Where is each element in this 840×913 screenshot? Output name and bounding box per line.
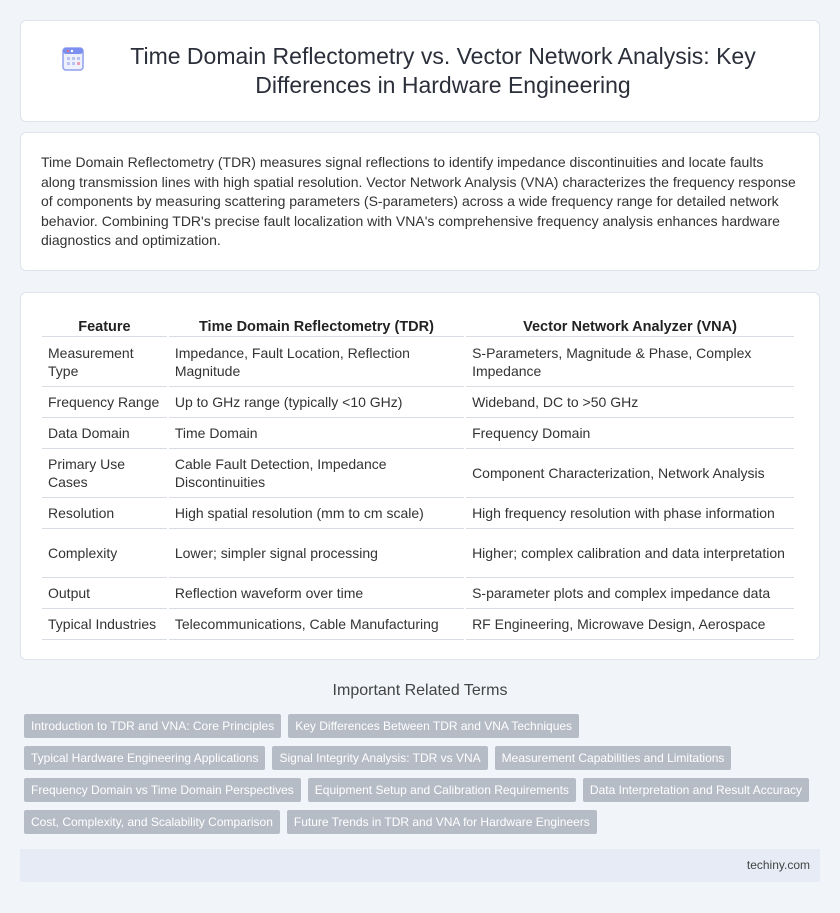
- related-term-tag[interactable]: Frequency Domain vs Time Domain Perspectives: [24, 778, 301, 802]
- table-cell: Frequency Range: [42, 387, 167, 418]
- table-cell: Complexity: [42, 529, 167, 578]
- related-terms-list: [24, 714, 824, 834]
- related-term-tag[interactable]: Measurement Capabilities and Limitations: [495, 746, 732, 770]
- table-cell: Measurement Type: [42, 337, 167, 387]
- table-cell: Typical Industries: [42, 609, 167, 640]
- related-term-tag[interactable]: Introduction to TDR and VNA: Core Principles: [24, 714, 281, 738]
- table-row: [42, 337, 794, 387]
- intro-card: [20, 132, 820, 271]
- table-cell: S-parameter plots and complex impedance data: [466, 578, 794, 609]
- table-row: [42, 449, 794, 498]
- table-cell: S-Parameters, Magnitude & Phase, Complex Impedance: [466, 337, 794, 387]
- page-title: Time Domain Reflectometry vs. Vector Network Analysis: Key Differences in Hardware Engineering: [130, 43, 756, 98]
- related-term-tag[interactable]: Data Interpretation and Result Accuracy: [583, 778, 809, 802]
- table-cell: Component Characterization, Network Analysis: [466, 449, 794, 498]
- comparison-card: [20, 292, 820, 660]
- table-row: [42, 498, 794, 529]
- table-cell: Frequency Domain: [466, 418, 794, 449]
- table-cell: Telecommunications, Cable Manufacturing: [169, 609, 464, 640]
- table-cell: Time Domain: [169, 418, 464, 449]
- footer: [20, 849, 820, 882]
- table-cell: RF Engineering, Microwave Design, Aerospace: [466, 609, 794, 640]
- table-cell: Primary Use Cases: [42, 449, 167, 498]
- table-cell: Output: [42, 578, 167, 609]
- table-cell: Up to GHz range (typically <10 GHz): [169, 387, 464, 418]
- table-row: [42, 387, 794, 418]
- table-header-row: [42, 312, 794, 337]
- header-tdr: Time Domain Reflectometry (TDR): [169, 312, 464, 337]
- table-cell: Wideband, DC to >50 GHz: [466, 387, 794, 418]
- document-icon: [60, 46, 86, 72]
- footer-brand[interactable]: techiny.com: [746, 858, 810, 872]
- table-cell: Cable Fault Detection, Impedance Discontinuities: [169, 449, 464, 498]
- table-row: [42, 529, 794, 578]
- comparison-table: [40, 312, 796, 640]
- related-term-tag[interactable]: Equipment Setup and Calibration Requirements: [308, 778, 576, 802]
- related-terms-title: Important Related Terms: [332, 682, 508, 699]
- table-cell: Reflection waveform over time: [169, 578, 464, 609]
- table-cell: Impedance, Fault Location, Reflection Magnitude: [169, 337, 464, 387]
- table-row: [42, 418, 794, 449]
- title-wrap: [60, 42, 780, 100]
- related-term-tag[interactable]: Cost, Complexity, and Scalability Comparison: [24, 810, 280, 834]
- related-term-tag[interactable]: Future Trends in TDR and VNA for Hardware Engineers: [287, 810, 597, 834]
- table-row: [42, 578, 794, 609]
- table-cell: Lower; simpler signal processing: [169, 529, 464, 578]
- table-row: [42, 609, 794, 640]
- header-vna: Vector Network Analyzer (VNA): [466, 312, 794, 337]
- intro-paragraph: Time Domain Reflectometry (TDR) measures signal reflections to identify impedance discontinuities and locate faults along transmission lines with high spatial resolution. Vector Network Analysis (VNA) characterizes the frequency response of components by measuring scattering parameters (S-parameters) across a wide frequency range for detailed network behavior. Combining TDR's precise fault localization with VNA's comprehensive frequency analysis enhances hardware diagnostics and optimization.: [41, 154, 796, 249]
- table-cell: Higher; complex calibration and data interpretation: [466, 529, 794, 578]
- related-term-tag[interactable]: Typical Hardware Engineering Applications: [24, 746, 265, 770]
- related-term-tag[interactable]: Signal Integrity Analysis: TDR vs VNA: [272, 746, 487, 770]
- table-cell: High spatial resolution (mm to cm scale): [169, 498, 464, 529]
- related-term-tag[interactable]: Key Differences Between TDR and VNA Techniques: [288, 714, 579, 738]
- table-cell: Data Domain: [42, 418, 167, 449]
- header-feature: Feature: [42, 312, 167, 337]
- title-card: [20, 20, 820, 122]
- table-cell: High frequency resolution with phase information: [466, 498, 794, 529]
- table-cell: Resolution: [42, 498, 167, 529]
